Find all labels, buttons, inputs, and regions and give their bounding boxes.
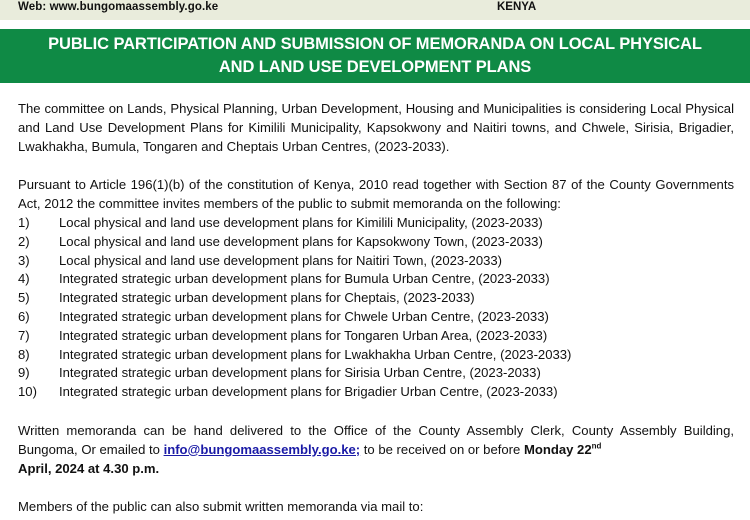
list-item-number: 6) — [18, 308, 30, 324]
list-item-number: 2) — [18, 233, 30, 249]
list-item-number: 5) — [18, 290, 30, 306]
notice-title-line-2: AND LAND USE DEVELOPMENT PLANS — [218, 58, 532, 76]
list-item-text: Local physical and land use development plans for Kimilili Municipality, (2023-2033) — [59, 214, 543, 230]
list-item-number: 8) — [18, 346, 30, 362]
list-item — [18, 252, 734, 271]
contact-strip — [0, 0, 750, 20]
list-item-text: Local physical and land use development plans for Naitiri Town, (2023-2033) — [59, 252, 503, 268]
list-item — [18, 383, 734, 402]
notice-title-banner — [0, 29, 750, 83]
list-item-text: Integrated strategic urban development plans for Sirisia Urban Centre, (2023-2033) — [59, 365, 541, 381]
mail-note: Members of the public can also submit written memoranda via mail to: — [18, 499, 424, 515]
notice-title — [36, 33, 714, 79]
list-item — [18, 214, 734, 233]
list-item — [18, 346, 734, 365]
country-text: KENYA — [497, 1, 537, 13]
list-item — [18, 233, 734, 252]
list-item — [18, 327, 734, 346]
list-item-number: 10) — [18, 384, 37, 400]
list-item-text: Integrated strategic urban development plans for Cheptais, (2023-2033) — [59, 290, 475, 306]
submission-text: Written memoranda can be hand delivered to the Office of the County Assembly Clerk, County Assembly Building, Bungoma, Or emailed to — [18, 422, 734, 457]
submission-deadline-intro: to be received on or before — [360, 441, 524, 457]
submission-paragraph — [18, 422, 734, 478]
list-item-text: Local physical and land use development plans for Kapsokwony Town, (2023-2033) — [59, 233, 543, 249]
list-item-text: Integrated strategic urban development plans for Bumula Urban Centre, (2023-2033) — [59, 271, 550, 287]
deadline-day: Monday 22 — [523, 441, 592, 457]
deadline-day-suffix: nd — [591, 441, 602, 451]
list-item-text: Integrated strategic urban development plans for Chwele Urban Centre, (2023-2033) — [59, 308, 549, 324]
deadline-date-time: April, 2024 at 4.30 p.m. — [18, 460, 160, 476]
list-item-number: 1) — [18, 214, 30, 230]
list-item — [18, 308, 734, 327]
list-item-text: Integrated strategic urban development plans for Brigadier Urban Centre, (2023-2033) — [59, 384, 558, 400]
list-item-text: Integrated strategic urban development plans for Tongaren Urban Area, (2023-2033) — [59, 327, 548, 343]
list-item-number: 9) — [18, 365, 30, 381]
list-item-number: 3) — [18, 252, 30, 268]
website-text: Web: www.bungomaassembly.go.ke — [18, 1, 219, 13]
notice-title-line-1: PUBLIC PARTICIPATION AND SUBMISSION OF MEMORANDA ON LOCAL PHYSICAL — [48, 35, 702, 53]
intro-paragraph: The committee on Lands, Physical Planning, Urban Development, Housing and Municipalities is considering Local Physical and Land Use Development Plans for Kimilili Municipality, Kapsokwony and Naitiri towns, and Chwele, Sirisia, Brigadier, Lwakhakha, Bumula, Tongaren and Cheptais Urban Centres, (2023-2033). — [18, 101, 734, 154]
pursuant-paragraph: Pursuant to Article 196(1)(b) of the constitution of Kenya, 2010 read together with Section 87 of the County Governments Act, 2012 the committee invites members of the public to submit memoranda on the following: — [18, 177, 734, 212]
list-item — [18, 270, 734, 289]
list-item — [18, 364, 734, 383]
list-item-number: 7) — [18, 327, 30, 343]
plans-list — [18, 214, 734, 402]
list-item — [18, 289, 734, 308]
list-item-number: 4) — [18, 271, 30, 287]
list-item-text: Integrated strategic urban development plans for Lwakhakha Urban Centre, (2023-2033) — [59, 346, 572, 362]
notice-body — [18, 100, 734, 517]
email-link[interactable]: info@bungomaassembly.go.ke; — [163, 441, 361, 457]
